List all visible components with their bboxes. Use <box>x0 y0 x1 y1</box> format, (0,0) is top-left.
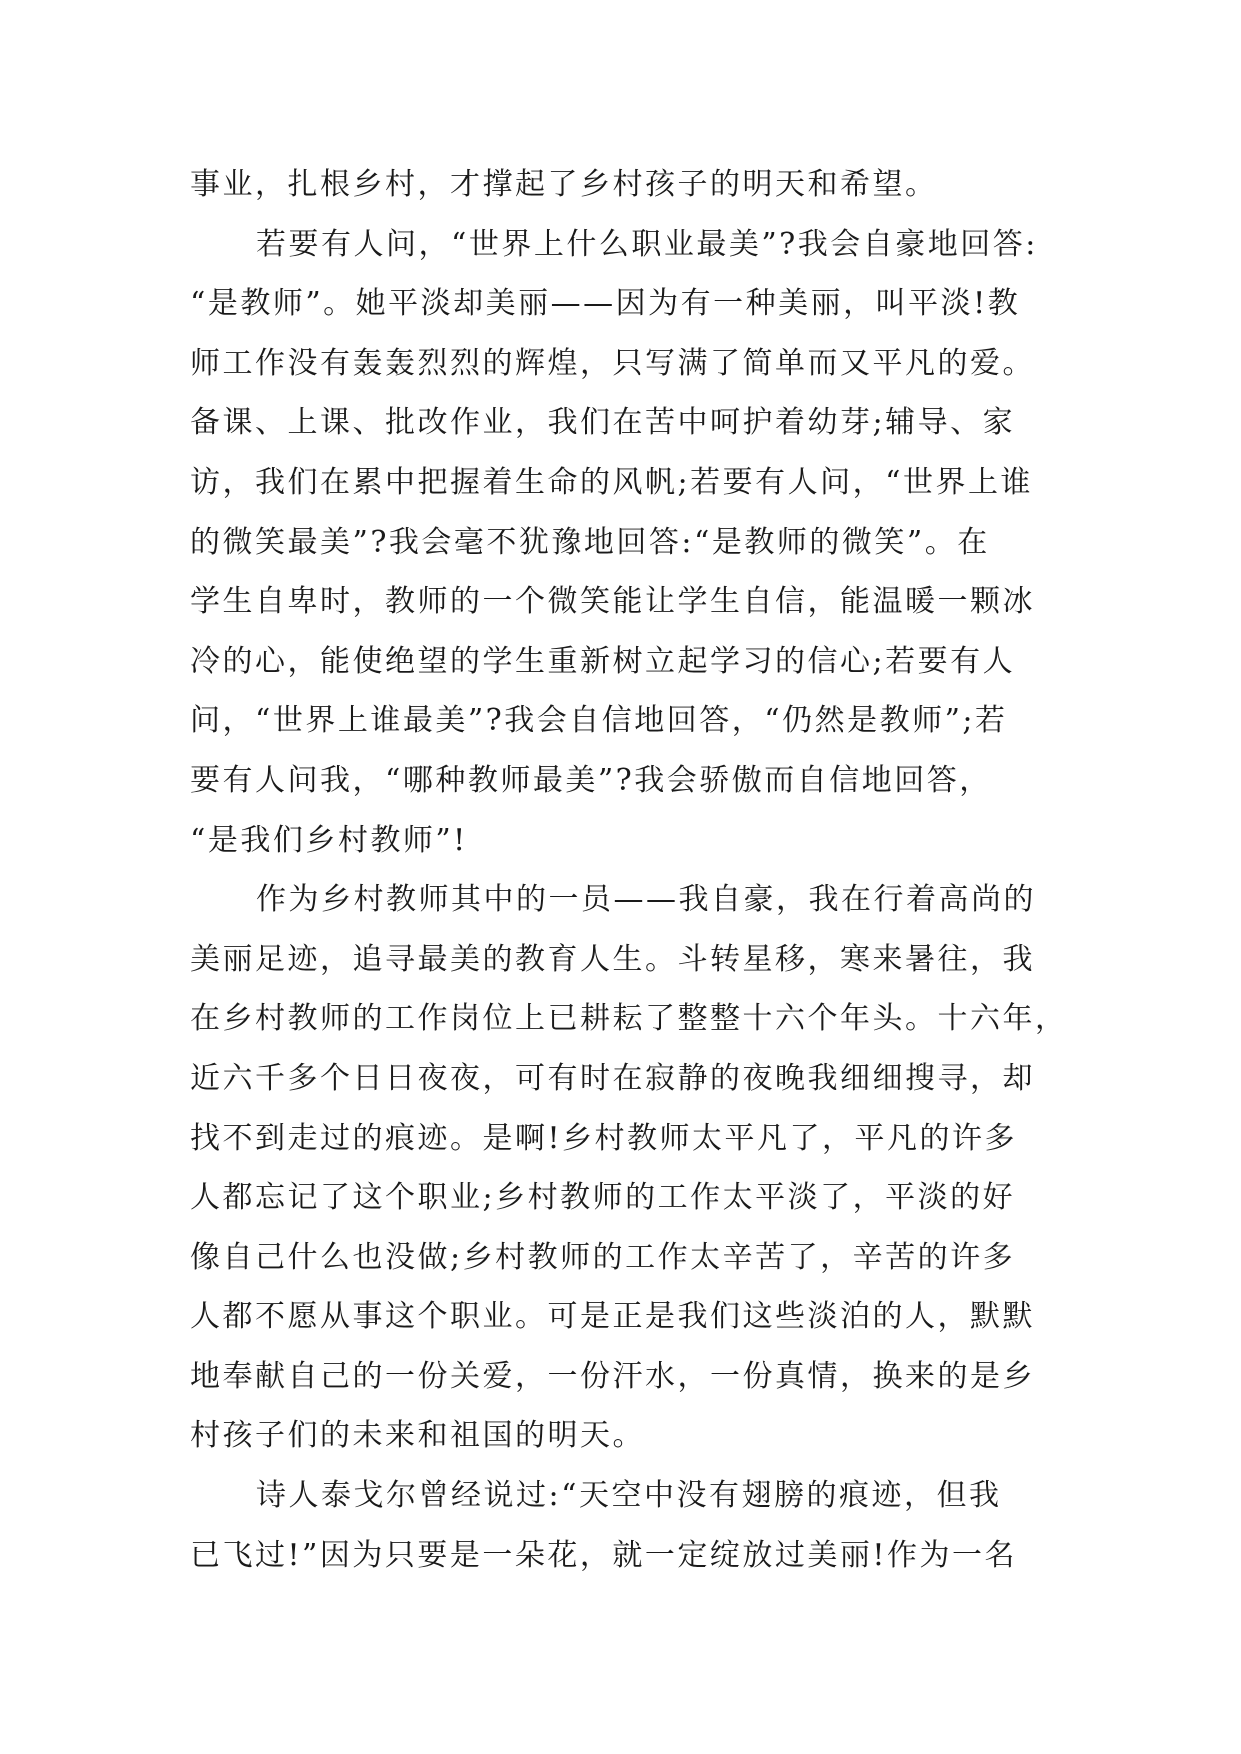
text-line: 近六千多个日日夜夜，可有时在寂静的夜晚我细细搜寻，却 <box>190 1060 1035 1096</box>
text-line: 作为乡村教师其中的一员——我自豪，我在行着高尚的 <box>256 882 1036 918</box>
text-line: 找不到走过的痕迹。是啊!乡村教师太平凡了，平凡的许多 <box>190 1120 1018 1156</box>
text-line: 问，“世界上谁最美”?我会自信地回答，“仍然是教师”;若 <box>190 703 1008 739</box>
text-line: 要有人问我，“哪种教师最美”?我会骄傲而自信地回答， <box>190 762 992 798</box>
text-line: 在乡村教师的工作岗位上已耕耘了整整十六个年头。十六年， <box>190 1001 1068 1037</box>
text-line: 人都不愿从事这个职业。可是正是我们这些淡泊的人，默默 <box>190 1299 1035 1335</box>
text-line: 已飞过!”因为只要是一朵花，就一定绽放过美丽!作为一名 <box>190 1537 1017 1573</box>
text-line: 美丽足迹，追寻最美的教育人生。斗转星移，寒来暑往，我 <box>190 941 1035 977</box>
text-line: 备课、上课、批改作业，我们在苦中呵护着幼芽;辅导、家 <box>190 405 1016 441</box>
text-line: 诗人泰戈尔曾经说过:“天空中没有翅膀的痕迹，但我 <box>256 1478 1002 1514</box>
text-line: “是我们乡村教师”! <box>190 822 468 858</box>
text-line: 学生自卑时，教师的一个微笑能让学生自信，能温暖一颗冰 <box>190 584 1035 620</box>
text-line: “是教师”。她平淡却美丽——因为有一种美丽，叫平淡!教 <box>190 286 1021 322</box>
text-line: 的微笑最美”?我会毫不犹豫地回答:“是教师的微笑”。在 <box>190 524 990 560</box>
text-line: 地奉献自己的一份关爱，一份汗水，一份真情，换来的是乡 <box>190 1358 1035 1394</box>
text-line: 若要有人问，“世界上什么职业最美”?我会自豪地回答: <box>256 226 1038 262</box>
text-line: 师工作没有轰轰烈烈的辉煌，只写满了简单而又平凡的爱。 <box>190 345 1035 381</box>
text-line: 冷的心，能使绝望的学生重新树立起学习的信心;若要有人 <box>190 643 1016 679</box>
text-line: 像自己什么也没做;乡村教师的工作太辛苦了，辛苦的许多 <box>190 1239 1016 1275</box>
body-text <box>190 155 1068 1585</box>
text-line: 村孩子们的未来和祖国的明天。 <box>190 1418 645 1454</box>
text-line: 人都忘记了这个职业;乡村教师的工作太平淡了，平淡的好 <box>190 1180 1016 1216</box>
text-line: 事业，扎根乡村，才撑起了乡村孩子的明天和希望。 <box>190 167 938 202</box>
text-line: 访，我们在累中把握着生命的风帆;若要有人问，“世界上谁 <box>190 464 1033 500</box>
